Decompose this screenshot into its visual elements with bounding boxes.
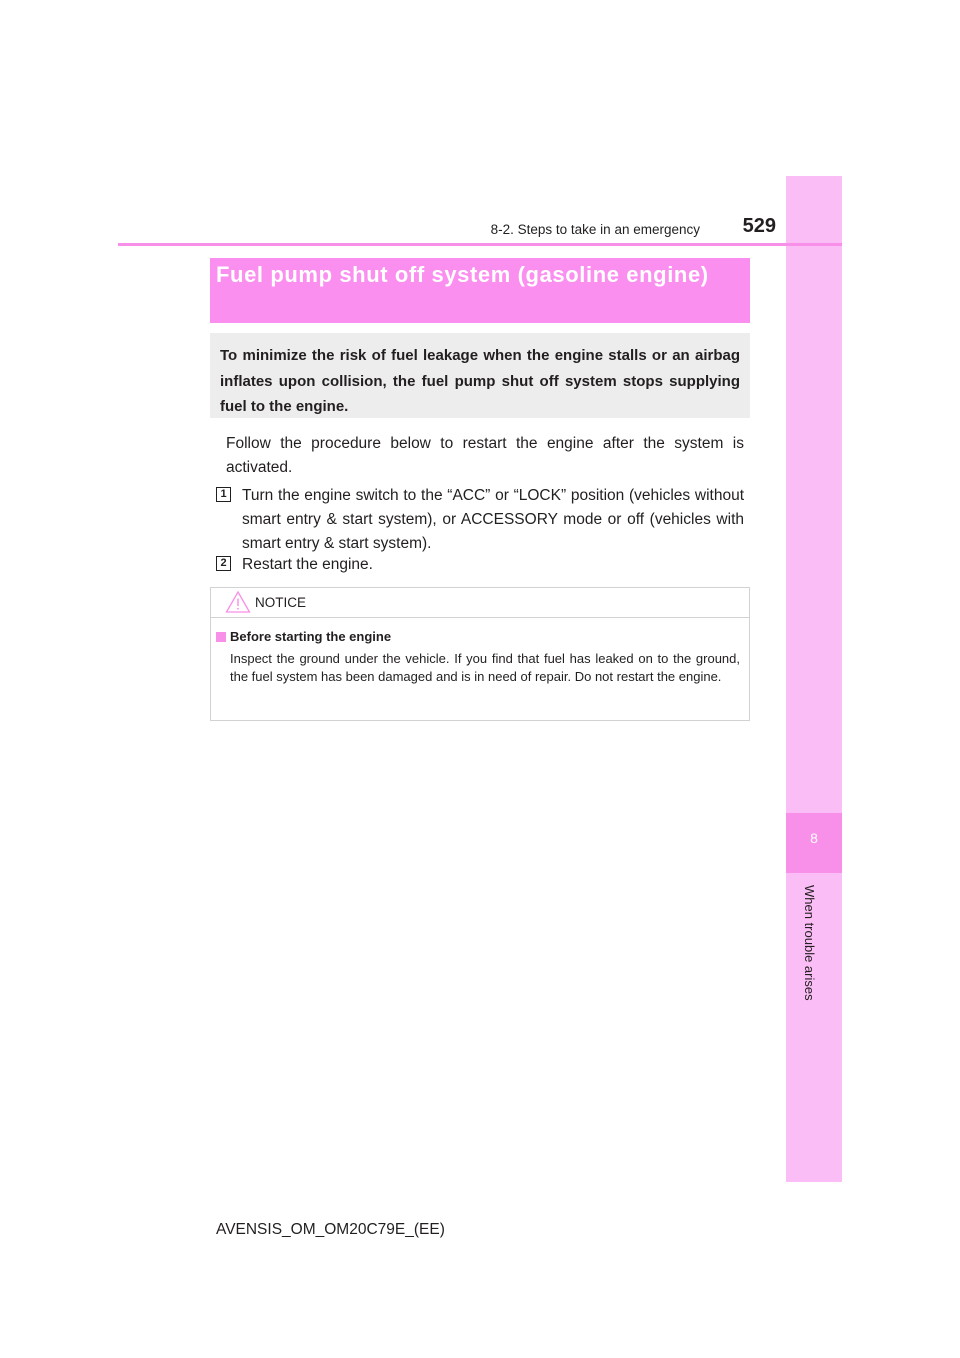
notice-item-title: Before starting the engine bbox=[230, 629, 392, 644]
step-number-badge: 1 bbox=[216, 487, 231, 502]
step-text: Turn the engine switch to the “ACC” or “LOCK” position (vehicles without smart entry & start system), or ACCESSORY mode or off (vehicles with smart entry & start system). bbox=[242, 487, 744, 552]
warning-triangle-icon bbox=[225, 590, 251, 619]
body-paragraph: Follow the procedure below to restart the engine after the system is activated. bbox=[226, 435, 744, 476]
notice-bullet bbox=[216, 632, 226, 642]
notice-item-text: Inspect the ground under the vehicle. If you find that fuel has leaked on to the ground, the fuel system has been damaged and is in need of repair. Do not restart the engine. bbox=[230, 651, 740, 684]
notice-label: NOTICE bbox=[255, 595, 307, 610]
step-text: Restart the engine. bbox=[242, 556, 373, 573]
step-number-badge: 2 bbox=[216, 556, 231, 571]
page-number: 529 bbox=[742, 215, 776, 237]
header-rule bbox=[118, 243, 842, 246]
chapter-number: 8 bbox=[810, 830, 818, 846]
header-section-title: 8-2. Steps to take in an emergency bbox=[490, 222, 700, 237]
footer-document-code: AVENSIS_OM_OM20C79E_(EE) bbox=[216, 1221, 445, 1238]
chapter-title: When trouble arises bbox=[802, 885, 817, 1001]
notice-box bbox=[210, 587, 750, 721]
section-title: Fuel pump shut off system (gasoline engine) bbox=[216, 262, 709, 287]
notice-header bbox=[211, 588, 749, 618]
chapter-side-tab bbox=[786, 176, 842, 1182]
intro-text: To minimize the risk of fuel leakage when the engine stalls or an airbag inflates upon collision, the fuel pump shut off system stops supplying fuel to the engine. bbox=[220, 347, 740, 415]
